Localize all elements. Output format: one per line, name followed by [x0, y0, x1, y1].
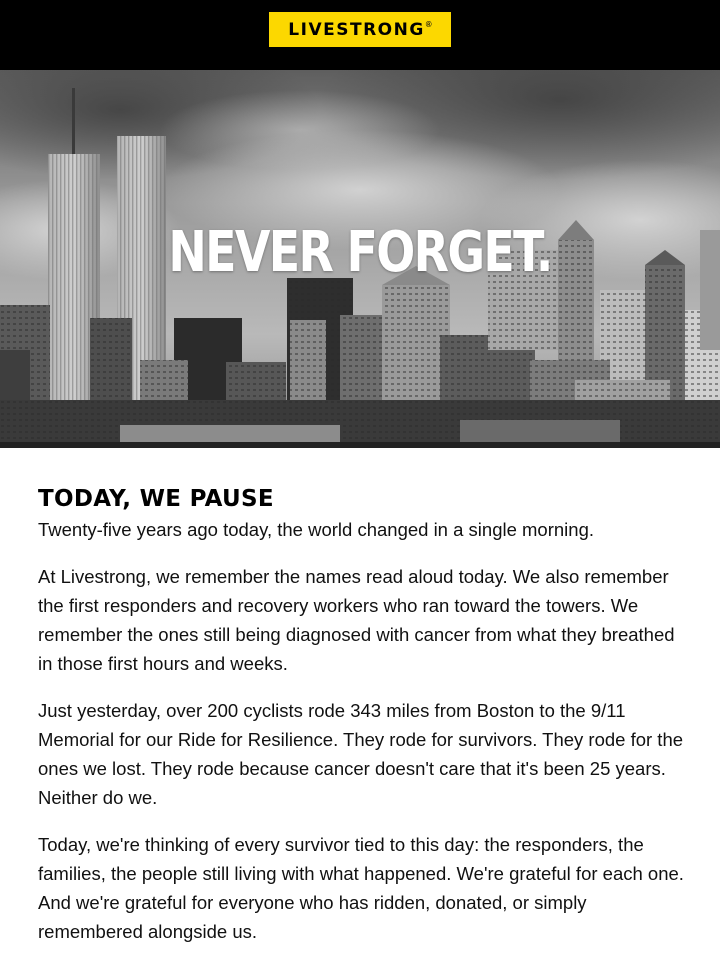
paragraph-remember: At Livestrong, we remember the names read aloud today. We also remember the first responders and recovery workers who ran toward the towers. We remember the ones still being diagnosed with cancer from what they breathed in those first hours and weeks. [38, 566, 675, 674]
logo-text: LIVESTRONG [288, 19, 425, 40]
email-header [0, 0, 720, 70]
hero-headline: NEVER FORGET. [168, 220, 552, 285]
paragraph-intro: Twenty-five years ago today, the world changed in a single morning. [38, 519, 594, 540]
hero-image [0, 70, 720, 448]
article-body [38, 486, 688, 964]
paragraph-ride: Just yesterday, over 200 cyclists rode 343 miles from Boston to the 9/11 Memorial for our Ride for Resilience. They rode for survivors. They rode for the ones we lost. They rode because cancer doesn't care that it's been 25 years. Neither do we. [38, 700, 684, 808]
registered-mark: ® [425, 20, 432, 29]
paragraph-survivors: Today, we're thinking of every survivor tied to this day: the responders, the families, the people still living with what happened. We're grateful for each one. And we're grateful for everyone who has ridden, donated, or simply remembered alongside us. [38, 834, 684, 942]
livestrong-logo[interactable] [269, 12, 451, 47]
section-heading: TODAY, WE PAUSE [38, 486, 274, 512]
